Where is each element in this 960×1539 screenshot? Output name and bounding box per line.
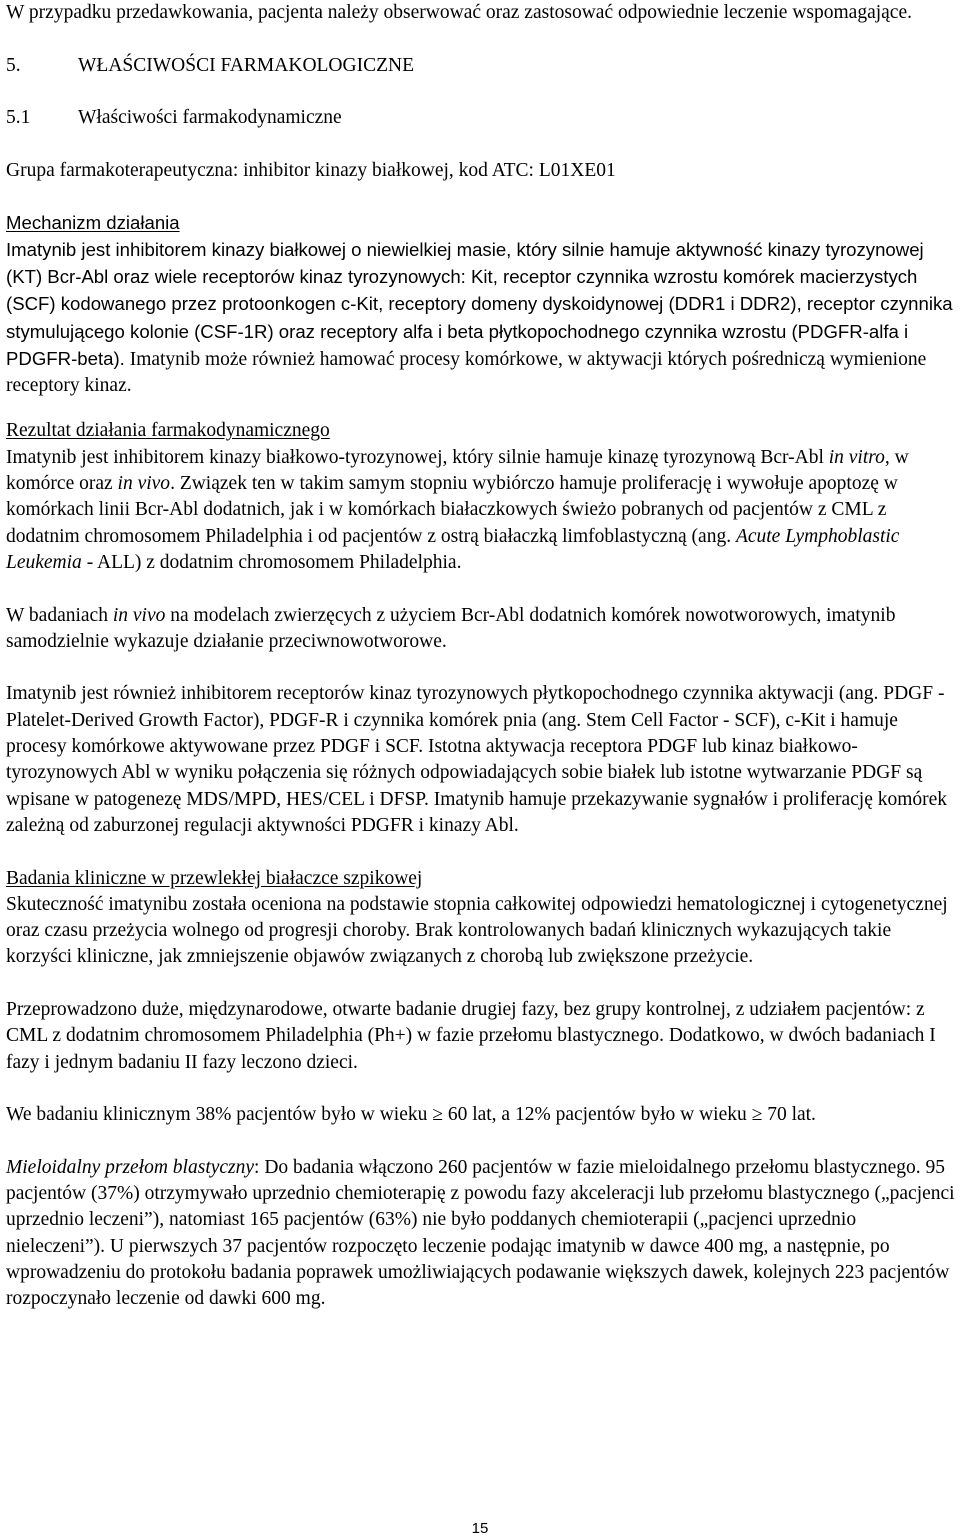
myeloid-label: Mieloidalny przełom blastyczny <box>6 1156 255 1178</box>
trial-paragraph: Przeprowadzono duże, międzynarodowe, otwarte badanie drugiej fazy, bez grupy kontrolnej, z udziałem pacjentów: z CML z dodatnim chromosomem Philadelphia (Ph+) w fazie przełomu blastycznego. Dodatkowo, w dwóch badaniach I fazy i jednym badaniu II fazy leczono dzieci. <box>6 998 936 1073</box>
invivo-italic: in vivo <box>112 604 166 626</box>
result-text-3: . Związek ten w takim samym stopniu wybiórczo hamuje proliferację i wywołuje apoptozę w komórkach linii Bcr-Abl dodatnich, jak i w komórkach białaczkowych świeżo pobranych od pacjentów z CML z dodatnim chromosomem Philadelphia i od pacjentów z ostrą białaczką limfoblastyczną (ang. <box>6 473 898 547</box>
intro-paragraph: W przypadku przedawkowania, pacjenta należy obserwować oraz zastosować odpowiednie leczenie wspomagające. <box>6 2 912 23</box>
section-5-1-title: Właściwości farmakodynamiczne <box>78 107 342 129</box>
page-number: 15 <box>471 1520 489 1537</box>
result-paragraph <box>6 445 956 576</box>
mechanism-paragraph <box>6 237 956 400</box>
section-5-1-number: 5.1 <box>6 107 31 129</box>
pdgf-paragraph: Imatynib jest również inhibitorem receptorów kinaz tyrozynowych płytkopochodnego czynnika aktywacji (ang. PDGF - Platelet-Derived Growth Factor), PDGF-R i czynnika komórek pnia (ang. Stem Cell Factor - SCF), c-Kit i hamuje procesy komórkowe aktywowane przez PDGF i SCF. Istotna aktywacja receptora PDGF lub kinaz białkowo-tyrozynowych Abl w wyniku połączenia się różnych odpowiadających sobie białek lub istotne wytwarzanie PDGF są wpisane w patogenezę MDS/MPD, HES/CEL i DFSP. Imatynib hamuje przekazywanie sygnałów i proliferację komórek zależną od zaburzonej regulacji aktywności PDGFR i kinazy Abl. <box>6 683 948 836</box>
section-5-1-heading <box>6 105 956 131</box>
result-italic-2: in vivo <box>117 473 171 495</box>
invivo-paragraph <box>6 603 956 656</box>
section-5-heading <box>6 53 956 79</box>
result-text-4: - ALL) z dodatnim chromosomem Philadelphia. <box>81 551 462 573</box>
mechanism-heading: Mechanizm działania <box>6 212 180 234</box>
mechanism-text-tail: Imatynib może również hamować procesy komórkowe, w aktywacji których pośredniczą wymienione receptory kinaz. <box>6 348 927 397</box>
result-text-2: , w komórce oraz <box>6 446 909 495</box>
clinical-paragraph: Skuteczność imatynibu została oceniona na podstawie stopnia całkowitej odpowiedzi hematologicznej i cytogenetycznej oraz czasu przeżycia wolnego od progresji choroby. Brak kontrolowanych badań klinicznych wykazujących takie korzyści kliniczne, jak zmniejszenie objawów związanych z chorobą lub zwiększone przeżycie. <box>6 893 948 968</box>
result-italic-1: in vitro <box>828 446 885 468</box>
invivo-text-2: na modelach zwierzęcych z użyciem Bcr-Abl dodatnich komórek nowotworowych, imatynib samodzielnie wykazuje działanie przeciwnowotworowe. <box>6 604 896 652</box>
result-text-1: Imatynib jest inhibitorem kinazy białkowo-tyrozynowej, który silnie hamuje kinazę tyrozynową Bcr-Abl <box>6 446 829 468</box>
section-5-number: 5. <box>6 54 21 76</box>
mechanism-text: Imatynib jest inhibitorem kinazy białkowej o niewielkiej masie, który silnie hamuje aktywność kinazy tyrozynowej (KT) Bcr-Abl oraz wiele receptorów kinaz tyrozynowych: Kit, receptor czynnika wzrostu komórek macierzystych (SCF) kodowanego przez protoonkogen c-Kit, receptory domeny dyskoidynowej (DDR1 i DDR2), receptor czynnika stymulującego kolonie (CSF-1R) oraz receptory alfa i beta płytkopochodnego czynnika wzrostu (PDGFR-alfa i PDGFR-beta). <box>6 238 953 369</box>
clinical-heading: Badania kliniczne w przewlekłej białaczce szpikowej <box>6 867 423 889</box>
myeloid-text: : Do badania włączono 260 pacjentów w fazie mieloidalnego przełomu blastycznego. 95 pacjentów (37%) otrzymywało uprzednio chemioterapię z powodu fazy akceleracji lub przełomu blastycznego („pacjenci uprzednio leczeni”), natomiast 165 pacjentów (63%) nie było poddanych chemioterapii („pacjenci uprzednio nieleczeni”). U pierwszych 37 pacjentów rozpoczęto leczenie podając imatynib w dawce 400 mg, a następnie, po wprowadzeniu do protokołu badania poprawek umożliwiających podawanie większych dawek, kolejnych 223 pacjentów rozpoczynało leczenie od dawki 600 mg. <box>6 1156 955 1310</box>
document-page <box>6 0 956 1313</box>
result-italic-3: Acute Lymphoblastic Leukemia <box>6 525 900 573</box>
result-heading: Rezultat działania farmakodynamicznego <box>6 420 330 442</box>
myeloid-paragraph <box>6 1155 956 1313</box>
pharmacotherapeutic-group: Grupa farmakoterapeutyczna: inhibitor kinazy białkowej, kod ATC: L01XE01 <box>6 159 616 181</box>
section-5-title: WŁAŚCIWOŚCI FARMAKOLOGICZNE <box>78 54 415 76</box>
invivo-text-1: W badaniach <box>6 604 113 626</box>
age-paragraph: We badaniu klinicznym 38% pacjentów było w wieku ≥ 60 lat, a 12% pacjentów było w wieku ≥ 70 lat. <box>6 1104 816 1126</box>
